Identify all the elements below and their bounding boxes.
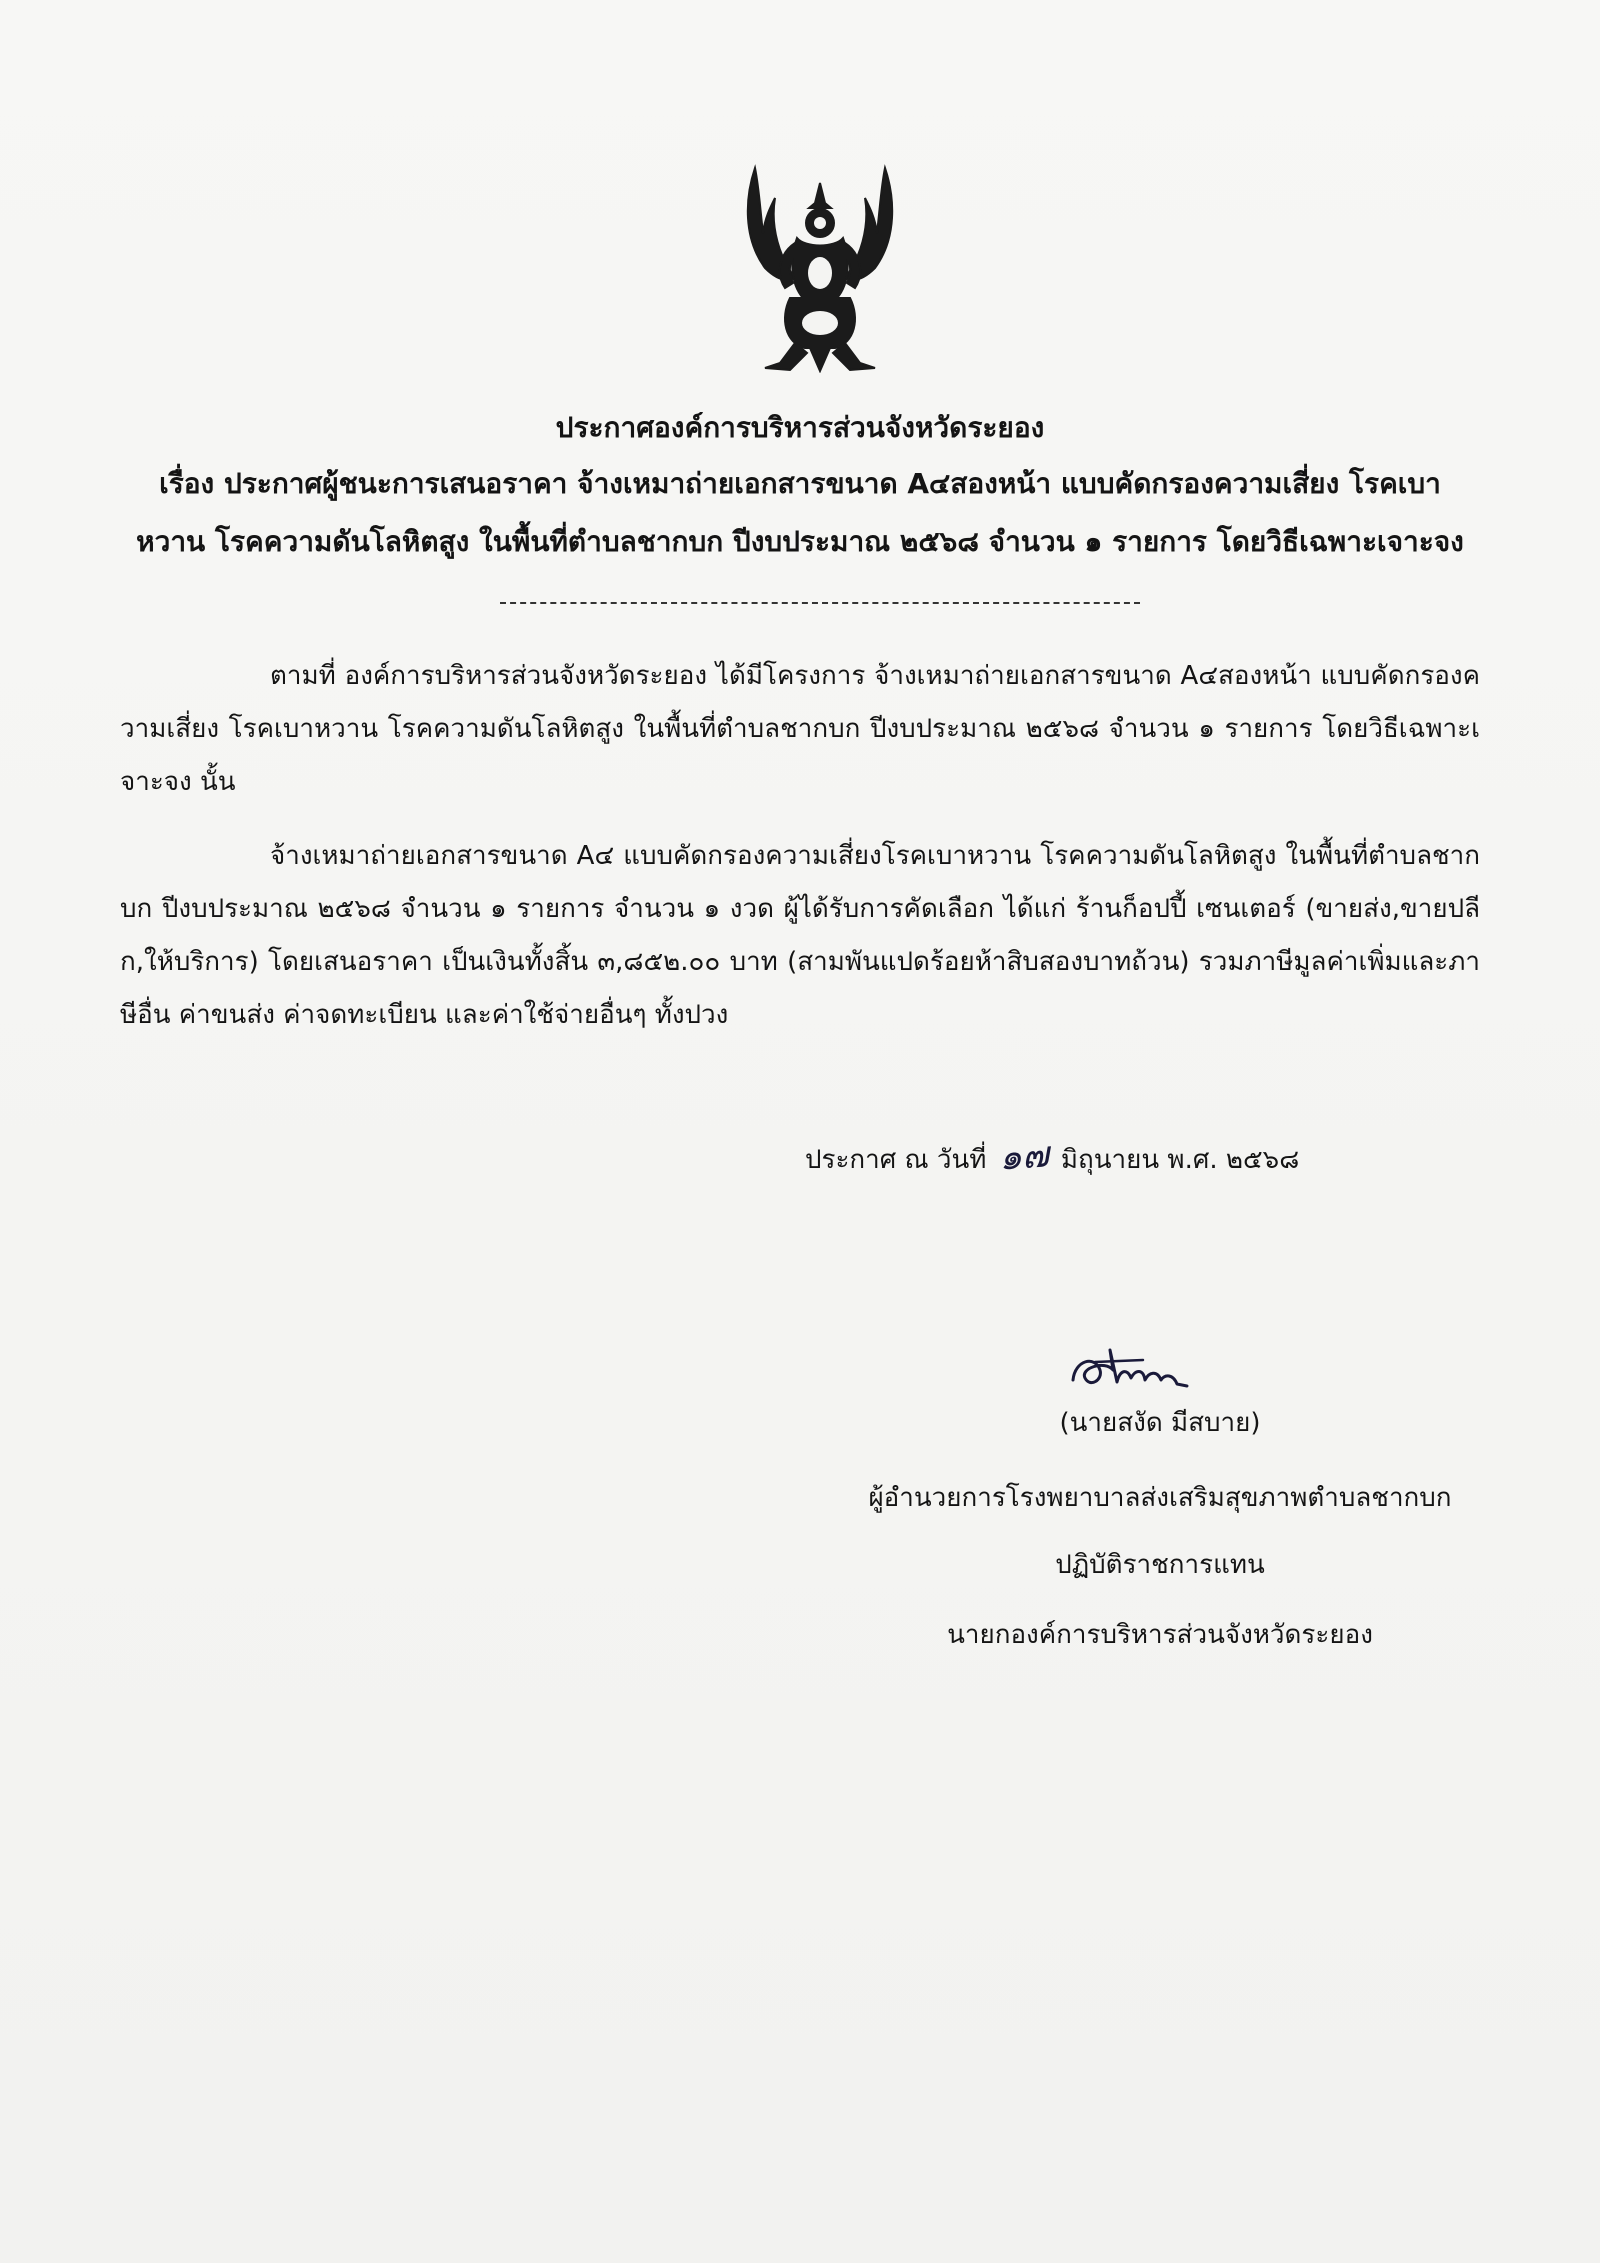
date-month-year: มิถุนายน พ.ศ. ๒๕๖๘ [1060,1145,1300,1175]
announcement-date [805,1130,1299,1187]
body-paragraph-2: จ้างเหมาถ่ายเอกสารขนาด A๔ แบบคัดกรองความเสี่ยงโรคเบาหวาน โรคความดันโลหิตสูง ในพื้นที่ตำบลชากบก ปีงบประมาณ ๒๕๖๘ จำนวน ๑ รายการ จำนวน ๑ งวด ผู้ได้รับการคัดเลือก ได้แก่ ร้านก็อปปี้ เซนเตอร์ (ขายส่ง,ขายปลีก,ให้บริการ) โดยเสนอราคา เป็นเงินทั้งสิ้น ๓,๘๕๒.๐๐ บาท (สามพันแปดร้อยห้าสิบสองบาทถ้วน) รวมภาษีมูลค่าเพิ่มและภาษีอื่น ค่าขนส่ง ค่าจดทะเบียน และค่าใช้จ่ายอื่นๆ ทั้งปวง [120,841,1480,1030]
body-paragraph-1: ตามที่ องค์การบริหารส่วนจังหวัดระยอง ได้มีโครงการ จ้างเหมาถ่ายเอกสารขนาด A๔สองหน้า แบบคัดกรองความเสี่ยง โรคเบาหวาน โรคความดันโลหิตสูง ในพื้นที่ตำบลชากบก ปีงบประมาณ ๒๕๖๘ จำนวน ๑ รายการ โดยวิธีเฉพาะเจาะจง นั้น [120,661,1480,797]
dashed-divider [500,602,1140,604]
signature-scribble [1065,1340,1195,1400]
announcement-subject-line-2: หวาน โรคความดันโลหิตสูง ในพื้นที่ตำบลชากบก ปีงบประมาณ ๒๕๖๘ จำนวน ๑ รายการ โดยวิธีเฉพาะเจาะจง [136,525,1464,558]
signatory-position-1: ผู้อำนวยการโรงพยาบาลส่งเสริมสุขภาพตำบลชากบก [868,1483,1452,1513]
signatory-position-3: นายกองค์การบริหารส่วนจังหวัดระยอง [947,1620,1373,1650]
date-prefix: ประกาศ ณ วันที่ [805,1145,987,1175]
announcement-subject-line-1: เรื่อง ประกาศผู้ชนะการเสนอราคา จ้างเหมาถ่ายเอกสารขนาด A๔สองหน้า แบบคัดกรองความเสี่ยง โรคเบา [159,467,1441,500]
signatory-name: (นายสงัด มีสบาย) [1059,1408,1261,1438]
announcement-org-title: ประกาศองค์การบริหารส่วนจังหวัดระยอง [555,411,1045,444]
date-day-handwritten: ๑๗ [997,1134,1051,1179]
garuda-emblem-icon [735,158,905,373]
signatory-position-2: ปฏิบัติราชการแทน [1055,1550,1265,1580]
